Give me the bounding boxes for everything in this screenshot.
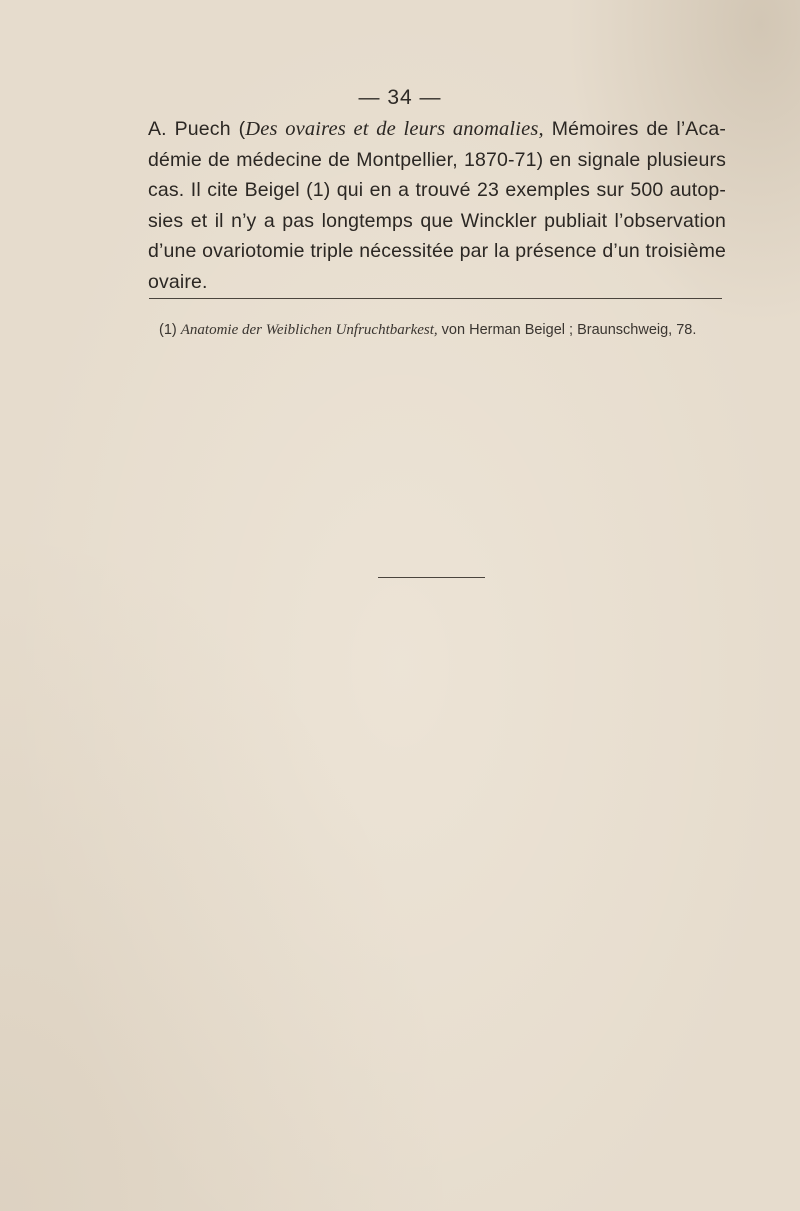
paragraph-line-1-end: Mémoires de l’Aca-: [543, 118, 726, 140]
paragraph-line-3: cas. Il cite Beigel (1) qui en a trouvé 23 exemples sur 500 autop-: [148, 179, 726, 202]
footnote-title: Anatomie der Weiblichen Unfruchtbarkest,: [180, 322, 438, 338]
footnote-separator-rule: [149, 298, 722, 299]
footnote-marker: (1): [159, 322, 181, 338]
paragraph-line-2: démie de médecine de Montpellier, 1870-71) en signale plusieurs: [148, 148, 726, 171]
footnote: [159, 322, 759, 339]
paragraph-line-4: sies et il n’y a pas longtemps que Winckler publiait l’observation: [148, 209, 726, 232]
page-number: — 34 —: [358, 86, 442, 109]
end-rule: [378, 577, 485, 578]
body-paragraph: [148, 114, 726, 298]
cited-work-title: Des ovaires et de leurs anomalies,: [245, 118, 544, 140]
paragraph-line-5: d’une ovariotomie triple nécessitée par la présence d’un troisième: [148, 240, 726, 263]
paragraph-line-6: ovaire.: [148, 270, 208, 293]
footnote-rest: von Herman Beigel ; Braunschweig, 78.: [437, 322, 697, 338]
paragraph-line-1-start: A. Puech (: [148, 118, 246, 140]
paragraph-line-1: [148, 114, 726, 145]
